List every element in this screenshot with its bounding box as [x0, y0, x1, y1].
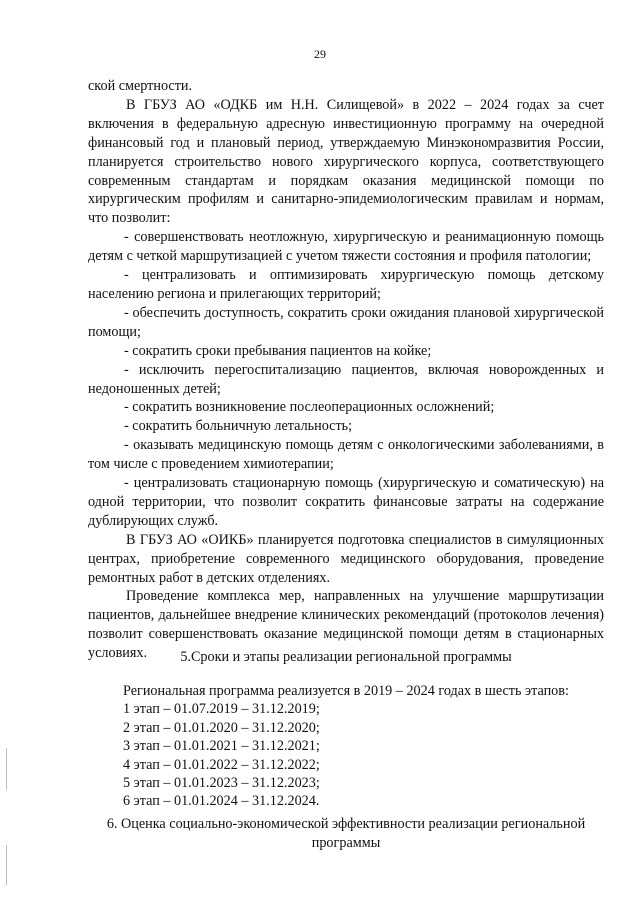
paragraph: ской смертности. — [88, 78, 193, 94]
section-6-heading-line-1: 6. Оценка социально-экономической эффективности реализации региональной — [106, 816, 586, 832]
bullet-item: - обеспечить доступность, сократить сроки ожидания плановой хирургической помощи; — [88, 304, 604, 340]
section-6-heading — [88, 815, 604, 853]
stage-item: 6 этап – 01.01.2024 – 31.12.2024. — [123, 793, 320, 810]
scan-margin-mark — [6, 748, 7, 790]
stages-intro: Региональная программа реализуется в 2019 – 2024 годах в шесть этапов: — [123, 683, 569, 699]
stage-item: 3 этап – 01.01.2021 – 31.12.2021; — [123, 738, 320, 755]
stage-item: 2 этап – 01.01.2020 – 31.12.2020; — [123, 719, 320, 736]
stages-list — [123, 682, 603, 811]
paragraph: В ГБУЗ АО «ОИКБ» планируется подготовка специалистов в симуляционных центрах, приобретение современного медицинского оборудования, проведение ремонтных работ в детских отделениях. — [88, 531, 604, 586]
bullet-item: - совершенствовать неотложную, хирургическую и реанимационную помощь детям с четкой маршрутизацией с учетом тяжести состояния и профиля патологии; — [88, 229, 604, 265]
section-5-heading: 5.Сроки и этапы реализации региональной программы — [180, 649, 512, 665]
bullet-item: - сократить больничную летальность; — [124, 418, 353, 435]
paragraph: Проведение комплекса мер, направленных на улучшение маршрутизации пациентов, дальнейшее внедрение клинических рекомендаций (протоколов лечения) позволит совершенствовать оказание медицинской помощи детям в стационарных условиях. — [88, 588, 604, 662]
stage-item: 5 этап – 01.01.2023 – 31.12.2023; — [123, 775, 320, 792]
bullet-item: - оказывать медицинскую помощь детям с онкологическими заболеваниями, в том числе с проведением химиотерапии; — [88, 437, 604, 473]
page-number: 29 — [314, 47, 326, 61]
scan-margin-mark — [6, 845, 7, 885]
bullet-item: - сократить возникновение послеоперационных осложнений; — [124, 399, 495, 416]
bullet-item: - исключить перегоспитализацию пациентов, включая новорожденных и недоношенных детей; — [88, 361, 604, 397]
body-text — [88, 77, 604, 663]
section-6-heading-line-2: программы — [311, 835, 381, 851]
bullet-item: - сократить сроки пребывания пациентов на койке; — [124, 342, 432, 359]
bullet-item: - централизовать стационарную помощь (хирургическую и соматическую) на одной территории, что позволит сократить финансовые затраты на содержание дублирующих служб. — [88, 475, 604, 529]
stage-item: 4 этап – 01.01.2022 – 31.12.2022; — [123, 756, 320, 773]
stage-item: 1 этап – 01.07.2019 – 31.12.2019; — [123, 701, 320, 718]
bullet-item: - централизовать и оптимизировать хирургическую помощь детскому населению региона и прилегающих территорий; — [88, 267, 604, 302]
paragraph: В ГБУЗ АО «ОДКБ им Н.Н. Силищевой» в 2022 – 2024 годах за счет включения в федеральную адресную инвестиционную программу на очередной финансовый год и плановый период, утверждаемую Минэкономразвития России, планируется строительство нового хирургического корпуса, соответствующего современным стандартам и порядкам оказания медицинской помощи по хирургическим профилям и санитарно-эпидемиологическим правилам и нормам, что позволит: — [88, 96, 604, 227]
